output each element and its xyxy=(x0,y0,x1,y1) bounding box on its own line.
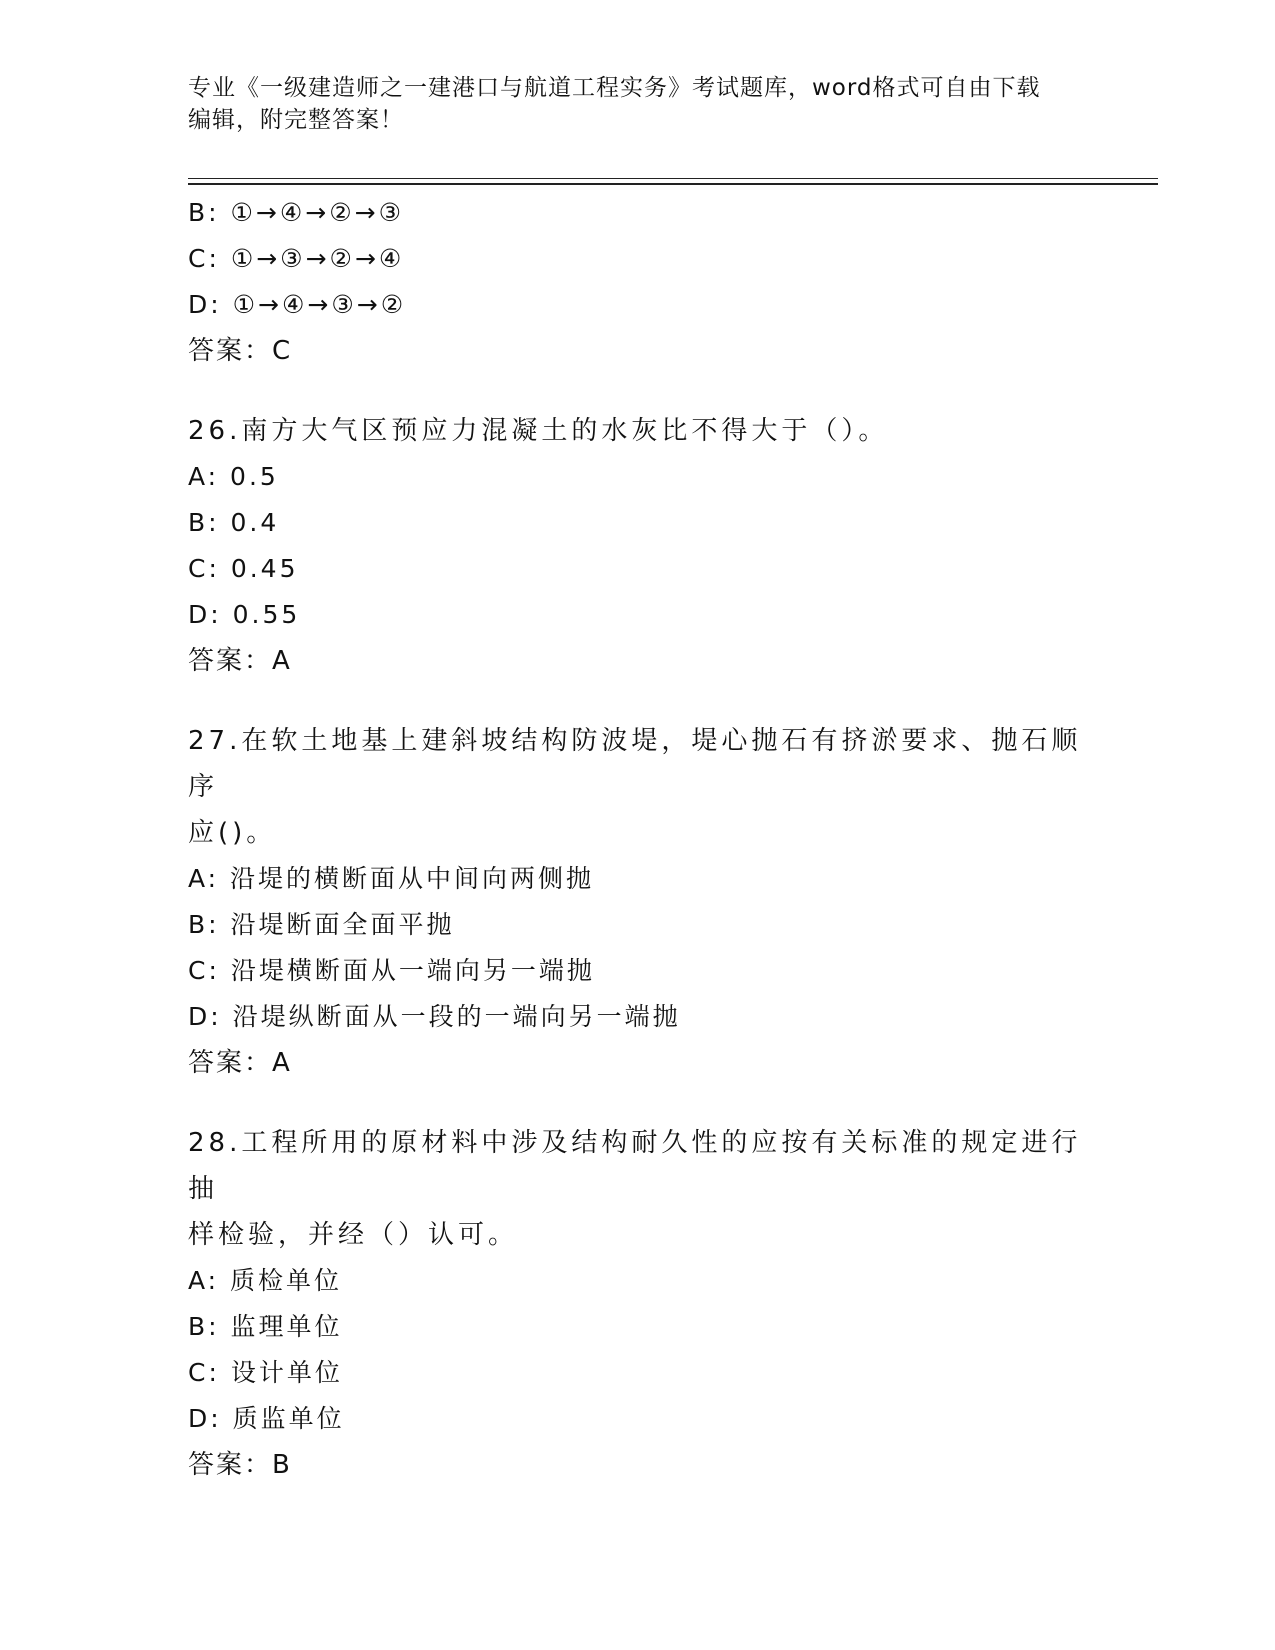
option-b: B: ①→④→②→③ xyxy=(188,198,405,227)
option-c: C: 沿堤横断面从一端向另一端抛 xyxy=(188,956,595,985)
question-27 xyxy=(188,718,1088,1086)
option-d: D: 质监单位 xyxy=(188,1404,345,1433)
option-c: C: 0.45 xyxy=(188,554,299,583)
question-stem-line-1: 28.工程所用的原材料中涉及结构耐久性的应按有关标准的规定进行抽 xyxy=(188,1128,1082,1204)
option-a: A: 质检单位 xyxy=(188,1266,343,1295)
question-stem-line-2: 应()。 xyxy=(188,818,277,848)
option-d: D: 沿堤纵断面从一段的一端向另一端抛 xyxy=(188,1002,681,1031)
option-d: D: ①→④→③→② xyxy=(188,290,407,319)
header-divider-thick xyxy=(188,183,1158,185)
option-b: B: 监理单位 xyxy=(188,1312,343,1341)
option-b: B: 沿堤断面全面平抛 xyxy=(188,910,455,939)
question-26 xyxy=(188,408,1088,684)
option-c: C: ①→③→②→④ xyxy=(188,244,405,273)
header-divider-thin xyxy=(188,178,1158,179)
option-b: B: 0.4 xyxy=(188,508,280,537)
question-list xyxy=(188,190,1088,1488)
header-line-1: 专业《一级建造师之一建港口与航道工程实务》考试题库，word格式可自由下载 xyxy=(188,75,1041,101)
question-25-continued xyxy=(188,190,1088,374)
option-a: A: 0.5 xyxy=(188,462,279,491)
question-stem-line-1: 27.在软土地基上建斜坡结构防波堤，堤心抛石有挤淤要求、抛石顺序 xyxy=(188,726,1082,802)
option-d: D: 0.55 xyxy=(188,600,301,629)
question-stem: 26.南方大气区预应力混凝土的水灰比不得大于（）。 xyxy=(188,416,889,446)
option-c: C: 设计单位 xyxy=(188,1358,343,1387)
question-stem-line-2: 样检验，并经（）认可。 xyxy=(188,1220,519,1250)
answer: 答案：A xyxy=(188,646,292,676)
answer: 答案：A xyxy=(188,1048,292,1078)
header-line-2: 编辑，附完整答案！ xyxy=(188,107,404,133)
answer: 答案：B xyxy=(188,1450,292,1480)
answer: 答案：C xyxy=(188,336,293,366)
question-28 xyxy=(188,1120,1088,1488)
option-a: A: 沿堤的横断面从中间向两侧抛 xyxy=(188,864,595,893)
document-header xyxy=(188,72,1068,136)
